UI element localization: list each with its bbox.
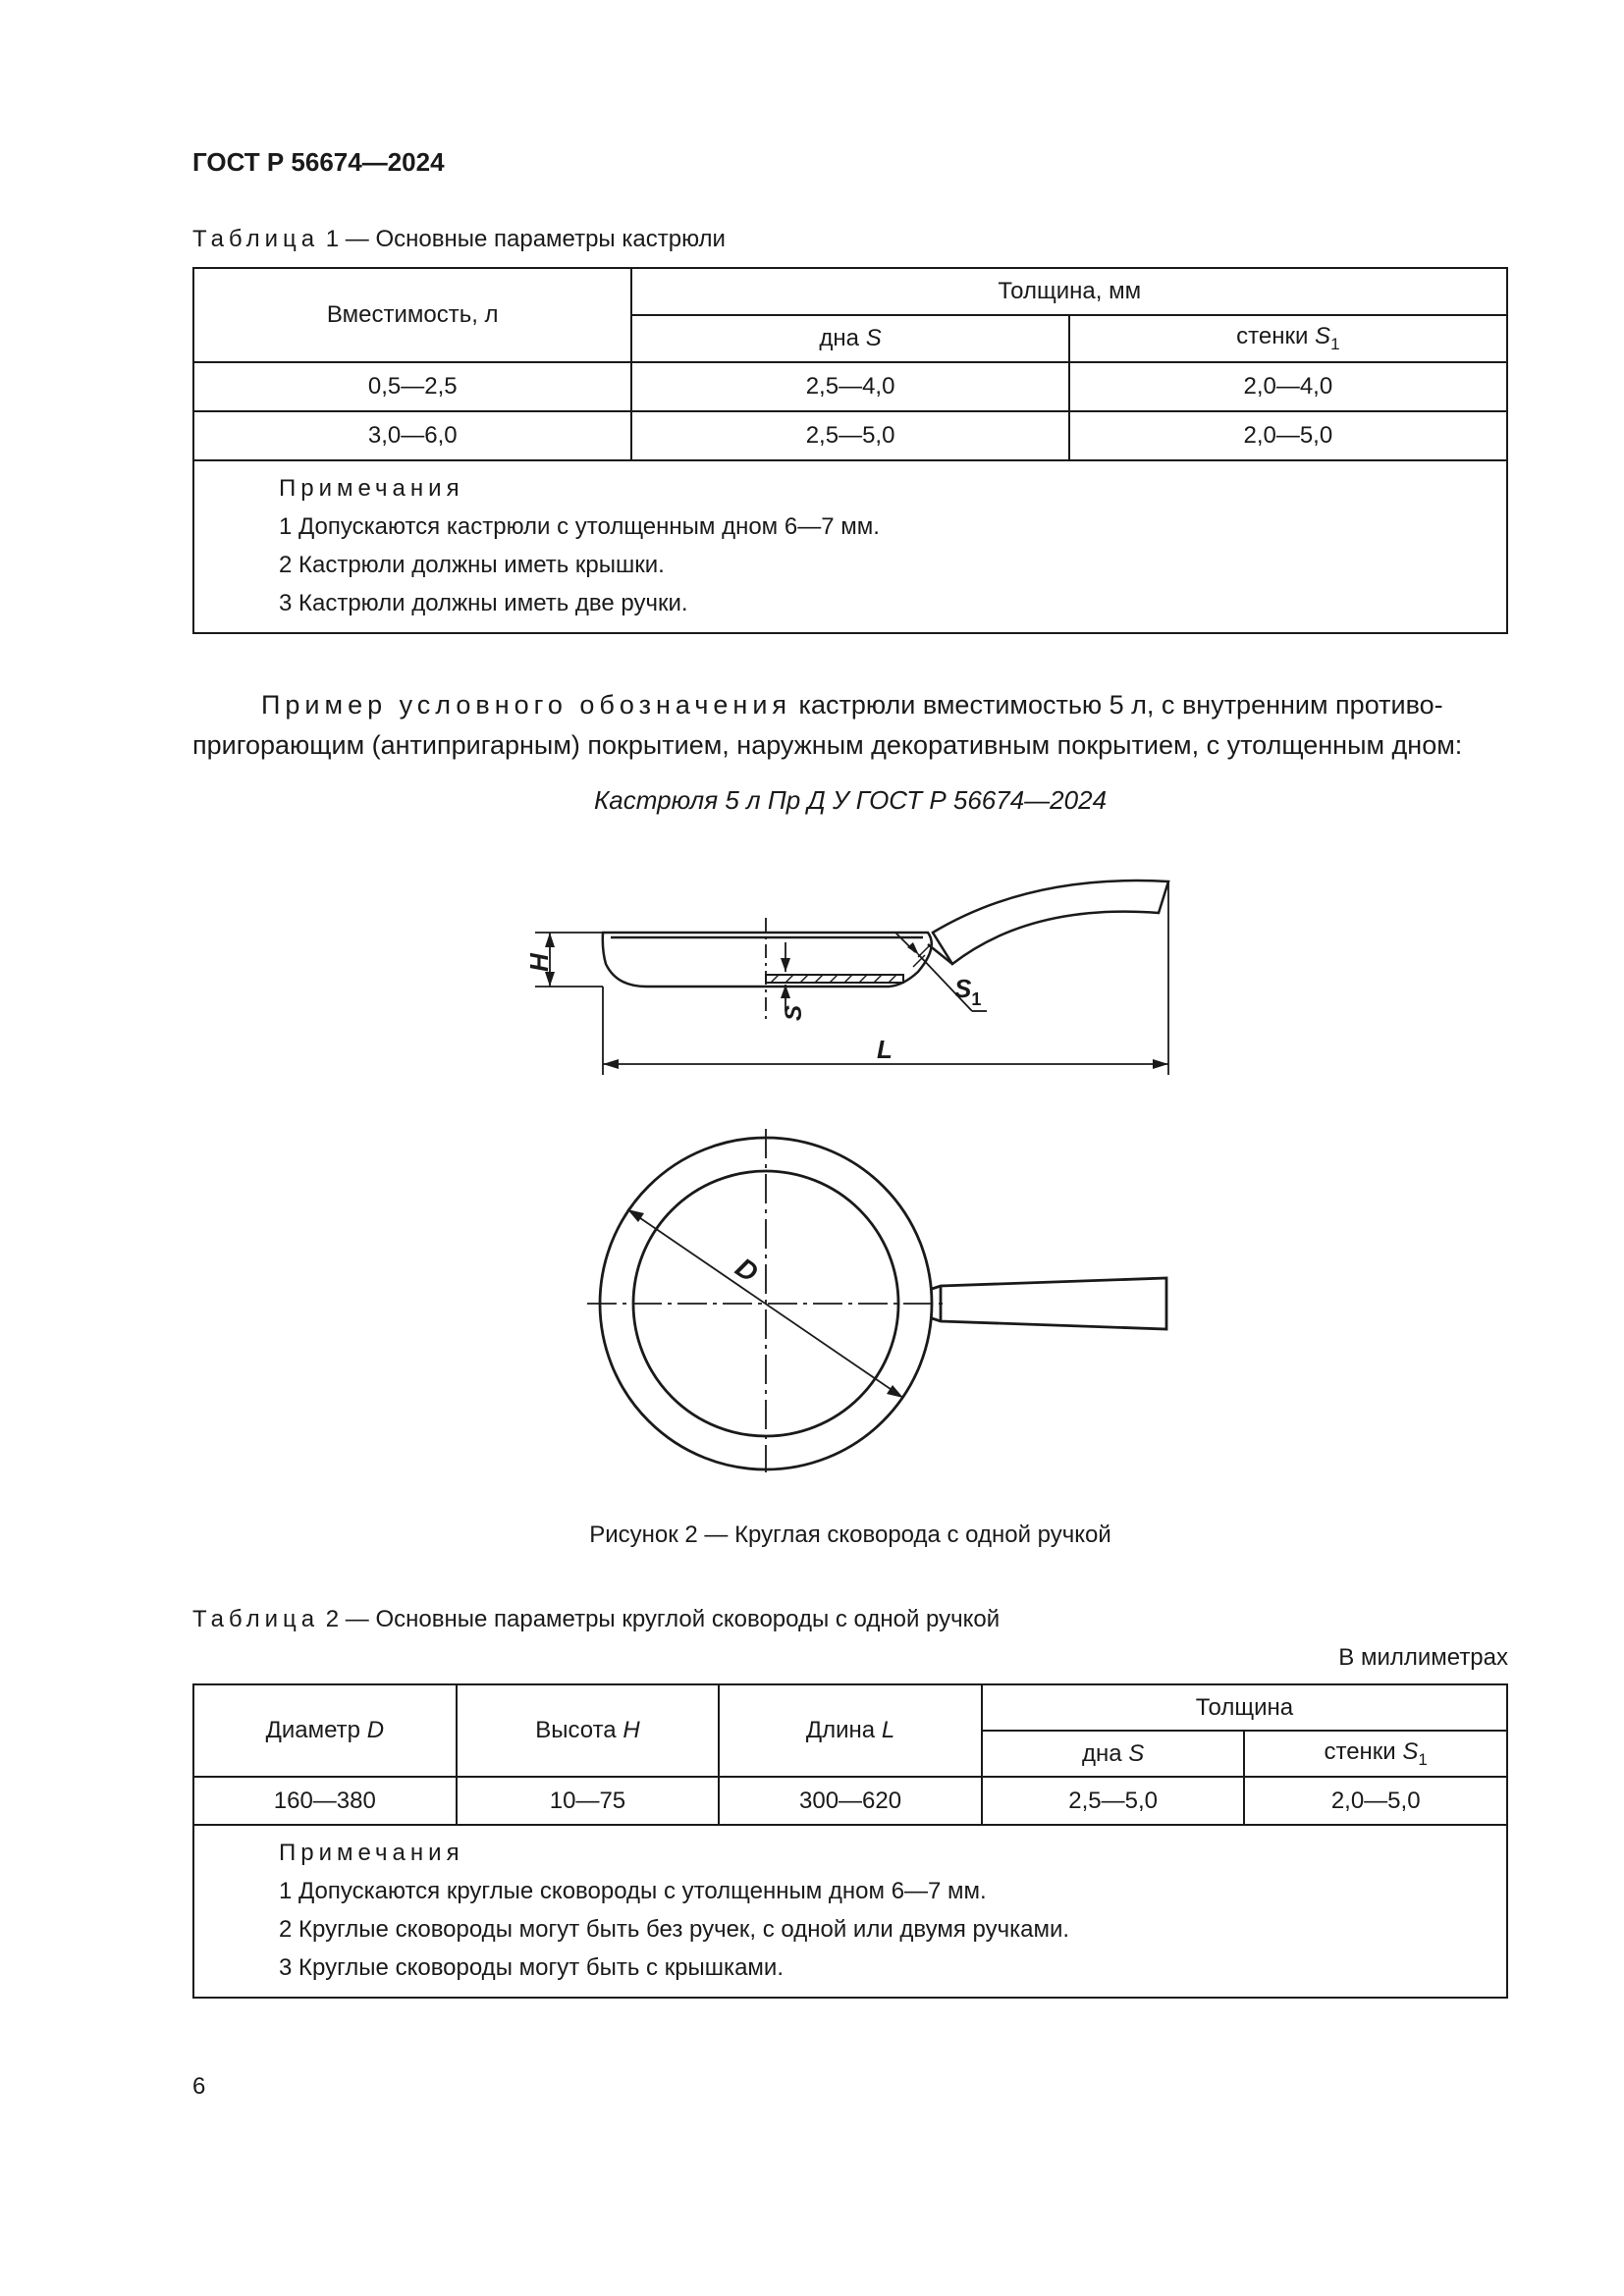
label-H: H [524, 953, 554, 972]
pan-top-view [579, 1129, 1188, 1482]
paragraph-line1: кастрюли вместимостью 5 л, с внутренним противо- [791, 690, 1443, 720]
paragraph-lead: Пример условного обозначения [261, 690, 792, 720]
page-number: 6 [192, 2073, 206, 2100]
table2-caption [192, 1606, 1000, 1633]
table1-note: 1 Допускаются кастрюли с утолщенным дном 6—7 мм. [279, 513, 880, 540]
document-header: ГОСТ Р 56674—2024 [192, 147, 445, 177]
table2-header-diameter: Диаметр D [193, 1684, 457, 1777]
label-S: S [781, 1004, 807, 1021]
label-D: D [730, 1252, 764, 1289]
table2-caption-word: Таблица [192, 1606, 320, 1632]
table1-notes [193, 460, 1507, 633]
label-L: L [877, 1035, 893, 1064]
table2-notes-title: Примечания [279, 1840, 464, 1866]
table-row [193, 362, 1507, 411]
table2-cell-wall: 2,0—5,0 [1244, 1777, 1507, 1825]
table1-cell-wall: 2,0—4,0 [1069, 362, 1507, 411]
table1-notes-title: Примечания [279, 475, 464, 502]
table2-note: 2 Круглые сковороды могут быть без ручек, с одной или двумя ручками. [279, 1916, 1070, 1943]
table2-header-length: Длина L [719, 1684, 982, 1777]
table2-caption-text: 2 — Основные параметры круглой сковороды с одной ручкой [319, 1606, 1001, 1632]
table2-header-bottom: дна S [982, 1731, 1245, 1777]
table-row [193, 411, 1507, 460]
table1-caption-word: Таблица [192, 226, 320, 252]
table1-header-wall: стенки $S_1$ [1069, 315, 1507, 362]
table1-note: 3 Кастрюли должны иметь две ручки. [279, 590, 688, 616]
table2-notes [193, 1825, 1507, 1998]
table2-cell-bottom: 2,5—5,0 [982, 1777, 1245, 1825]
table1 [192, 267, 1508, 634]
table2-cell-length: 300—620 [719, 1777, 982, 1825]
table2-note: 3 Круглые сковороды могут быть с крышками. [279, 1954, 784, 1981]
table1-cell-bottom: 2,5—5,0 [631, 411, 1068, 460]
designation-example: Кастрюля 5 л Пр Д У ГОСТ Р 56674—2024 [593, 785, 1108, 815]
label-S1: $S_1$ [954, 974, 982, 1009]
table2-note: 1 Допускаются круглые сковороды с утолщенным дном 6—7 мм. [279, 1878, 987, 1904]
table1-note: 2 Кастрюли должны иметь крышки. [279, 552, 665, 578]
table2-header-thickness: Толщина [982, 1684, 1507, 1731]
table2-cell-height: 10—75 [457, 1777, 720, 1825]
table1-caption-text: 1 — Основные параметры кастрюли [319, 226, 726, 252]
table1-header-bottom: дна S [631, 315, 1068, 362]
table1-cell-capacity: 3,0—6,0 [193, 411, 631, 460]
table1-cell-bottom: 2,5—4,0 [631, 362, 1068, 411]
pan-side-view [511, 864, 1198, 1090]
table1-header-capacity: Вместимость, л [193, 268, 631, 362]
table2-units: В миллиметрах [1338, 1644, 1508, 1671]
table1-header-thickness: Толщина, мм [631, 268, 1507, 315]
table-row [193, 1777, 1507, 1825]
table2-header-wall: стенки $S_1$ [1244, 1731, 1507, 1777]
table1-cell-wall: 2,0—5,0 [1069, 411, 1507, 460]
paragraph-line2: пригорающим (антипригарным) покрытием, наружным декоративным покрытием, с утолщенным дном: [192, 730, 1463, 760]
figure-caption: Рисунок 2 — Круглая сковорода с одной ручкой [589, 1522, 1111, 1548]
table1-cell-capacity: 0,5—2,5 [193, 362, 631, 411]
table1-caption [192, 226, 726, 253]
table2-cell-diameter: 160—380 [193, 1777, 457, 1825]
designation-paragraph [192, 685, 1508, 766]
table2 [192, 1683, 1508, 1999]
table2-header-height: Высота H [457, 1684, 720, 1777]
